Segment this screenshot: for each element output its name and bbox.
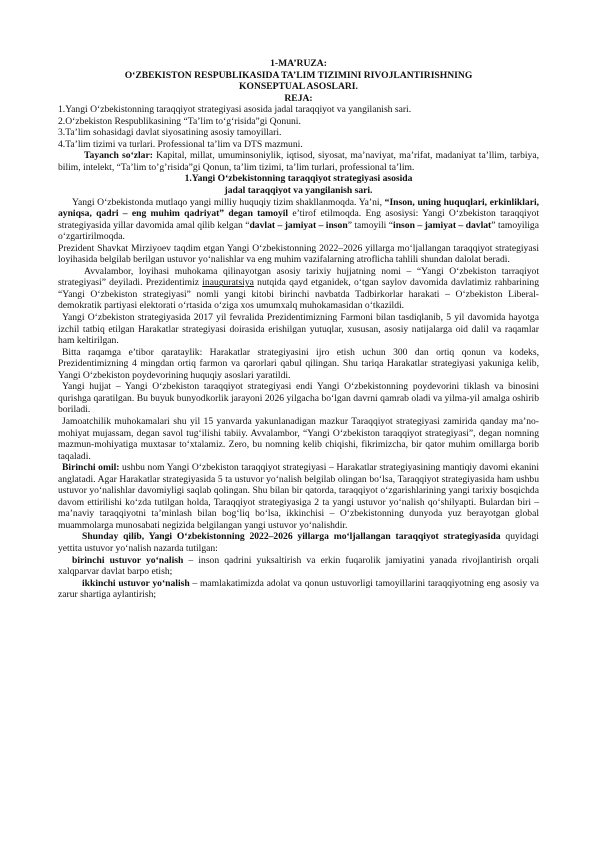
paragraph-9-bold: Shunday qilib, Yangi O‘zbekistonning 2022–2026 yillarga mo‘ljallangan taraqqiyot strategiyasida	[82, 531, 501, 543]
section1-heading-line1: 1.Yangi O‘zbekistonning taraqqiyot strategiyasi asosida	[184, 173, 413, 185]
paragraph-1-bold-b: davlat – jamiyat – inson	[249, 219, 348, 231]
paragraph-10	[58, 555, 539, 578]
paragraph-4: Yangi O‘zbekiston strategiyasida 2017 yil fevralida Prezidentimizning Farmoni bilan tasdiqlanib, 5 yil davomida hayotga izchil tatbiq etilgan Harakatlar strategiyasi doirasida erishilgan yutuqlar, xususan, asosiy natijalarga oid dalil va raqamlar ham keltirilgan.	[58, 312, 539, 347]
keywords-text: Kapital, millat, umuminsoniylik, iqtisod, siyosat, ma’naviyat, ma’rifat, madaniyat ta’llim, tarbiya, bilim, intelekt, “Ta’lim to’g’risida”gi Qonun, ta’lim tizimi, ta’lim turlari, professional ta’lim.	[58, 150, 539, 173]
lecture-title-line2: KONSEPTUAL ASOSLARI.	[239, 81, 358, 93]
paragraph-1-text-a: Yangi O‘zbekistonda mutlaqo yangi milliy huquqiy tizim shakllanmoqda. Ya’ni,	[72, 196, 385, 208]
paragraph-11	[58, 578, 539, 601]
paragraph-2: Prezident Shavkat Mirziyoev taqdim etgan Yangi O‘zbekistonning 2022–2026 yillarga mo‘ljallangan taraqqiyot strategiyasi loyihasida belgilab berilgan ustuvor yo‘nalishlar va eng muhim vazifalarning atroflicha tahlili shundan dalolat beradi.	[58, 242, 539, 266]
plan-item-3: 3.Ta’lim sohasidagi davlat siyosatining asosiy tamoyillari.	[58, 127, 282, 139]
keywords-label: Tayanch so‘zlar:	[84, 150, 153, 162]
paragraph-11-text: – mamlakatimizda adolat va qonun ustuvorligi tamoyillarini taraqqiyotning eng asosiy va zarur shartiga aylantirish;	[58, 577, 539, 601]
paragraph-3	[58, 266, 539, 312]
paragraph-7: Jamoatchilik muhokamalari shu yil 15 yanvarda yakunlanadigan mazkur Taraqqiyot strategiyasi zamirida qanday ma’no-mohiyat mujassam, degan savol tug‘ilishi tabiiy. Avvalambor, “Yangi O‘zbekiston taraqqiyot strategiyasi”, degan nomning mazmun-mohiyatiga muxtasar to‘xtalamiz. Zero, bu nomning kelib chiqishi, fikrimizcha, bir qator muhim omillarga borib taqaladi.	[58, 415, 539, 462]
paragraph-1-text-b: e’tirof etilmoqda. Eng asosiysi: Yangi O‘zbekiston taraqqiyot strategiyasida yillar davomida amal qilib kelgan “	[58, 208, 539, 231]
lecture-title-line1: O‘ZBEKISTON RESPUBLIKASIDA TA’LIM TIZIMINI RIVOJLANTIRISHNING	[124, 69, 473, 81]
keywords-paragraph	[58, 150, 539, 173]
plan-item-2: 2.O‘zbekiston Respublikasining “Ta’lim to‘g‘risida”gi Qonuni.	[58, 115, 301, 127]
paragraph-3-underlined: inauguratsiya	[202, 277, 254, 289]
paragraph-9-text: quyidagi yettita ustuvor yo‘nalish nazarda tutilgan:	[58, 531, 539, 554]
paragraph-9	[58, 531, 539, 554]
plan-label: REJA:	[284, 92, 313, 104]
paragraph-8-bold: Birinchi omil:	[62, 462, 120, 474]
paragraph-10-text: – inson qadrini yuksaltirish va erkin fuqarolik jamiyatini yanada rivojlantirish orqali xalqparvar davlat barpo etish;	[58, 554, 539, 578]
paragraph-1-bold-a: “Inson, uning huquqlari, erkinliklari, ayniqsa, qadri – eng muhim qadriyat” degan tamoyil	[58, 196, 540, 220]
paragraph-6: Yangi hujjat – Yangi O‘zbekiston taraqqiyot strategiyasi endi Yangi O‘zbekistonning poydevorini tiklash va binosini qurishga qaratilgan. Bu buyuk bunyodkorlik jarayoni 2026 yilgacha bo‘lgan davrni qamrab oladi va yilma-yil amalga oshirib boriladi.	[58, 381, 539, 416]
lecture-number: 1-MA’RUZA:	[270, 58, 327, 69]
paragraph-5: Bitta raqamga e’tibor qarataylik: Harakatlar strategiyasini ijro etish uchun 300 dan ortiq qonun va kodeks, Prezidentimizning 4 mingdan ortiq farmon va qarorlari qabul qilingan. Shu tariqa Harakatlar strategiyasi yakuniga kelib, Yangi O‘zbekiston poydevorining huquqiy asoslari yaratildi.	[58, 346, 539, 381]
plan-item-1: 1.Yangi O‘zbekistonning taraqqiyot strategiyasi asosida jadal taraqqiyot va yangilanish sari.	[58, 104, 412, 116]
paragraph-11-bold: ikkinchi ustuvor yo‘nalish	[82, 577, 190, 589]
paragraph-3-text-b: nutqida qayd etganidek, o‘tgan saylov davomida davlatimiz rahbarining “Yangi O‘zbekiston strategiyasi” nomli yangi kitobi birinchi navbatda Tadbirkorlar harakati – O‘zbekiston Liberal-demokratik partiyasi elektorati o‘rtasida o‘ziga xos umumxalq muhokamasidan o‘tkazildi.	[58, 277, 539, 312]
section1-heading-line2: jadal taraqqiyot va yangilanish sari.	[224, 185, 373, 197]
lecture-page	[58, 58, 539, 601]
paragraph-8-text: ushbu nom Yangi O‘zbekiston taraqqiyot strategiyasi – Harakatlar strategiyasining mantiqiy davomi ekanini anglatadi. Agar Harakatlar strategiyasida 5 ta ustuvor yo‘nalish belgilab olingan bo‘lsa, Taraqqiyot strategiyasida ham ushbu ustuvor yo‘nalishlar davomiyligi saqlab qolingan. Shu bilan bir qatorda, taraqqiyot o‘zgarishlarining yangi tarixiy bosqichda davom ettirilishi ko‘zda tutilgan holda, Taraqqiyot strategiyasiga 2 ta yangi ustuvor yo‘nalish qo‘shilyapti. Bulardan biri – ma’naviy taraqqiyotni ta’minlash bilan bog‘liq bo‘lsa, ikkinchisi – O‘zbekistonning dunyoda yuz berayotgan global muammolarga munosabati negizida belgilangan yangi ustuvor yo‘nalishdir.	[58, 462, 539, 531]
paragraph-10-bold: birinchi ustuvor yo‘nalish	[72, 554, 184, 566]
paragraph-1-text-d: ” tamoyiliga o‘zgartirilmoqda.	[58, 219, 539, 243]
paragraph-1-text-c: ” tamoyili “	[347, 219, 394, 231]
paragraph-8	[58, 462, 539, 531]
paragraph-3-text-a: Avvalambor, loyihasi muhokama qilinayotgan asosiy tarixiy hujjatning nomi – “Yangi O‘zbekiston tarraqiyot strategiyasi” deyiladi. Prezidentimiz	[58, 265, 539, 289]
plan-item-4: 4.Ta’lim tizimi va turlari. Professional ta’lim va DTS mazmuni.	[58, 138, 303, 150]
paragraph-1	[58, 197, 539, 243]
paragraph-1-bold-c: inson – jamiyat – davlat	[393, 219, 492, 231]
